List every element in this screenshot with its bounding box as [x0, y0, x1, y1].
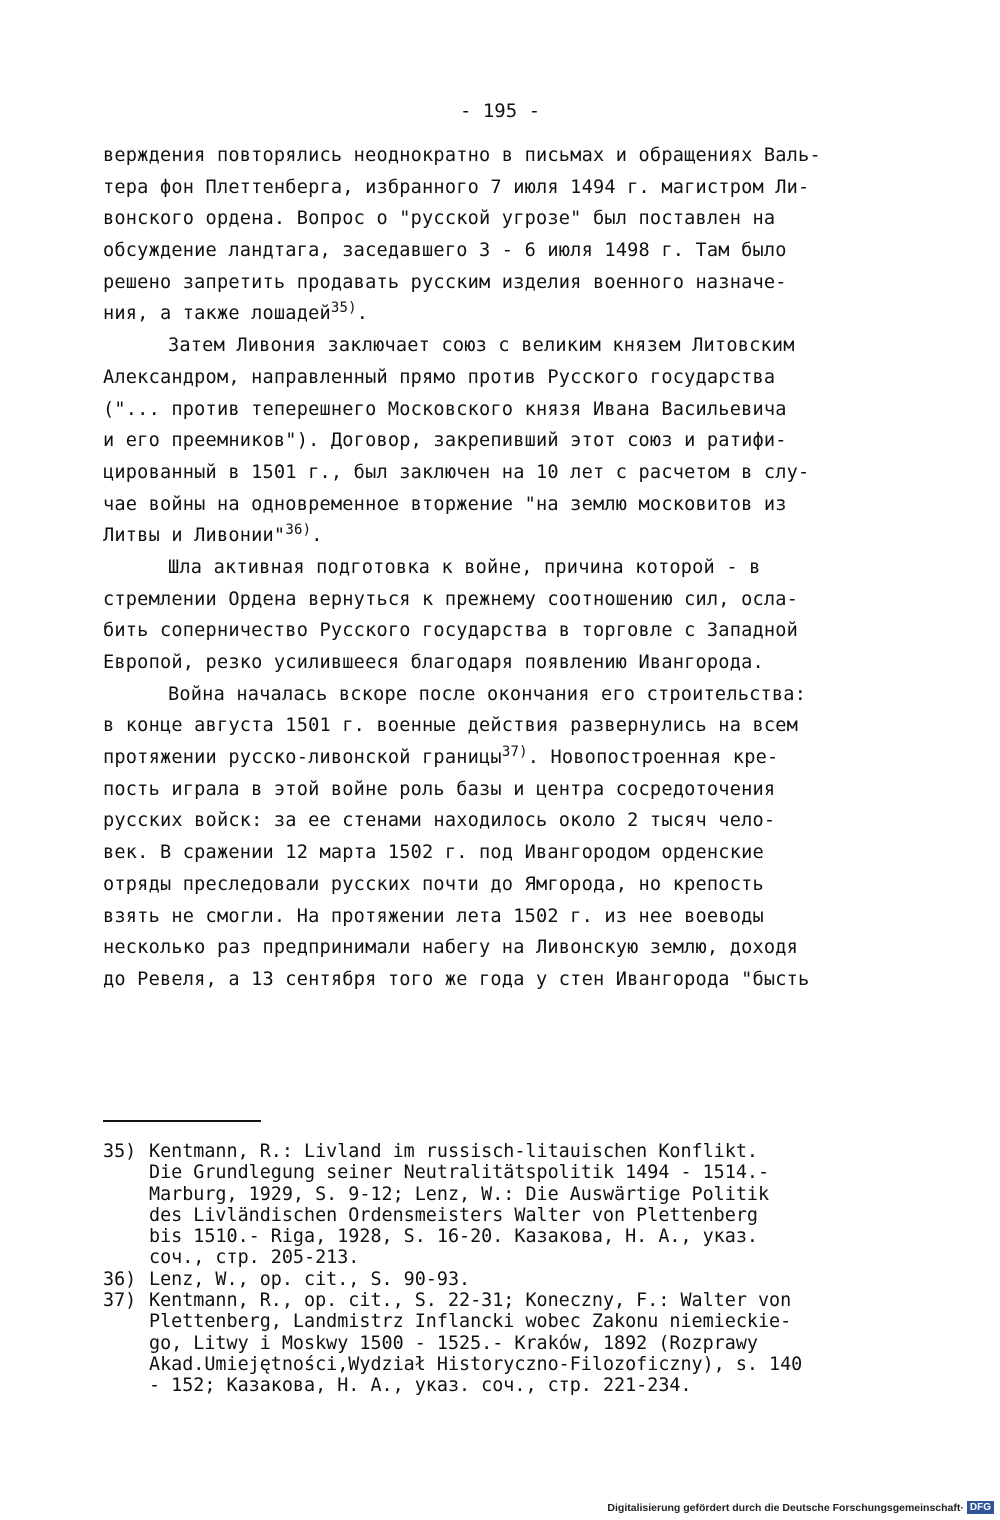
footnote-ref: 36) — [285, 522, 312, 539]
footnote — [103, 1141, 903, 1269]
footnote-number: 35) — [103, 1141, 137, 1162]
text-line — [103, 647, 903, 679]
line-text: ния, а также лошадей — [103, 303, 331, 325]
text-line — [103, 457, 903, 489]
footnote-line: Akad.Umiejętności,Wydział Historyczno-Filozoficzny), s. 140 — [149, 1353, 803, 1375]
text-line — [103, 425, 903, 457]
text-line — [103, 584, 903, 616]
footnote-line: Kentmann, R.: Livland im russisch-litauischen Konflikt. — [149, 1141, 758, 1162]
text-line — [103, 362, 903, 394]
text-line — [103, 330, 903, 362]
line-text: русских войск: за ее стенами находилось около 2 тысяч чело- — [103, 810, 776, 832]
text-line — [103, 964, 903, 996]
line-text: пость играла в этой войне роль базы и центра сосредоточения — [103, 778, 776, 800]
footnote-line: go, Litwy i Moskwy 1500 - 1525.- Kraków, 1892 (Rozprawy — [149, 1332, 758, 1354]
footnote-line: Plettenberg, Landmistrz Inflancki wobec Zakonu niemieckie- — [149, 1311, 792, 1333]
line-text: вонского ордена. Вопрос о "русской угрозе" был поставлен на — [103, 208, 776, 230]
text-line — [103, 679, 903, 711]
line-text: тера фон Плеттенберга, избранного 7 июля 1494 г. магистром Ли- — [103, 176, 810, 198]
line-text: решено запретить продавать русским изделия военного назначе- — [103, 271, 787, 293]
line-text: до Ревеля, а 13 сентября того же года у стен Ивангорода "бысть — [103, 968, 810, 990]
line-tail: . — [356, 303, 369, 325]
line-text: и его преемников"). Договор, закрепивший этот союз и ратифи- — [103, 430, 787, 452]
text-line — [103, 710, 903, 742]
line-text: бить соперничество Русского государства в торговле с Западной — [103, 620, 799, 642]
footnote-line: соч., стр. 205-213. — [149, 1247, 360, 1269]
text-line — [103, 901, 903, 933]
footnote-line: Marburg, 1929, S. 9-12; Lenz, W.: Die Auswärtige Politik — [149, 1183, 770, 1205]
line-text: Александром, направленный прямо против Русского государства — [103, 366, 776, 388]
digitization-credit: Digitalisierung gefördert durch die Deutsche Forschungsgemeinschaft · DFG — [607, 1501, 994, 1514]
line-text: Европой, резко усилившееся благодаря появлению Ивангорода. — [103, 652, 764, 673]
line-text: в конце августа 1501 г. военные действия развернулись на всем — [103, 715, 799, 737]
text-line — [103, 742, 903, 774]
text-line — [103, 805, 903, 837]
text-line — [103, 552, 903, 584]
text-line — [103, 615, 903, 647]
line-text: верждения повторялись неоднократно в письмах и обращениях Валь- — [103, 145, 821, 166]
line-text: отряды преследовали русских почти до Ямгорода, но крепость — [103, 873, 764, 895]
footnote — [103, 1290, 903, 1396]
text-line — [103, 774, 903, 806]
line-text: Литвы и Ливонии" — [103, 525, 286, 547]
line-text: протяжении русско-ливонской границы — [103, 747, 502, 769]
credit-text: Digitalisierung gefördert durch die Deutsche Forschungsgemeinschaft — [607, 1501, 961, 1514]
footnote-ref: 35) — [330, 300, 357, 317]
text-line — [103, 140, 903, 172]
line-text: обсуждение ландтага, заседавшего 3 - 6 июля 1498 г. Там было — [103, 240, 787, 262]
line-text: Шла активная подготовка к войне, причина которой - в — [168, 556, 761, 578]
dfg-logo: DFG — [967, 1501, 994, 1514]
line-tail: . — [311, 525, 323, 547]
footnotes — [103, 1141, 903, 1397]
line-text: ("... против теперешнего Московского князя Ивана Васильевича — [103, 398, 787, 420]
line-text: Затем Ливония заключает союз с великим князем Литовским — [168, 335, 795, 357]
footnote-body — [149, 1269, 903, 1290]
line-text: Война началась вскоре после окончания его строительства: — [168, 683, 807, 705]
line-text: чае войны на одновременное вторжение "на землю московитов из — [103, 493, 787, 515]
footnote-divider — [103, 1120, 261, 1122]
text-line — [103, 394, 903, 426]
line-text: несколько раз предпринимали набегу на Ливонскую землю, доходя — [103, 937, 799, 959]
text-line — [103, 298, 903, 330]
text-line — [103, 520, 903, 552]
text-line — [103, 489, 903, 521]
text-line — [103, 267, 903, 299]
footnote-body — [149, 1290, 903, 1396]
line-text: взять не смогли. На протяжении лета 1502 г. из нее воеводы — [103, 905, 764, 927]
footnote-line: Kentmann, R., op. cit., S. 22-31; Koneczny, F.: Walter von — [149, 1290, 792, 1312]
footnote-number: 37) — [103, 1290, 137, 1312]
footnote — [103, 1269, 903, 1290]
footnote-line: bis 1510.- Riga, 1928, S. 16-20. Казакова, Н. А., указ. — [149, 1226, 758, 1248]
footnote-ref: 37) — [501, 744, 528, 761]
footnote-line: Lenz, W., op. cit., S. 90-93. — [149, 1268, 471, 1290]
footnote-line: des Livländischen Ordensmeisters Walter von Plettenberg — [149, 1204, 758, 1226]
text-line — [103, 869, 903, 901]
line-text: стремлении Ордена вернуться к прежнему соотношению сил, осла- — [103, 588, 799, 610]
text-line — [103, 235, 903, 267]
body-text — [103, 140, 903, 996]
text-line — [103, 203, 903, 235]
line-text: век. В сражении 12 марта 1502 г. под Ивангородом орденские — [103, 842, 764, 864]
footnote-number: 36) — [103, 1268, 137, 1290]
footnote-line: - 152; Казакова, Н. А., указ. соч., стр. 221-234. — [149, 1375, 692, 1397]
text-line — [103, 932, 903, 964]
line-text: цированный в 1501 г., был заключен на 10 лет с расчетом в слу- — [103, 461, 810, 483]
line-tail: . Новопостроенная кре- — [527, 747, 779, 769]
page-number: - 195 - — [459, 100, 541, 122]
text-line — [103, 837, 903, 869]
text-line — [103, 172, 903, 204]
footnote-body — [149, 1141, 903, 1269]
footnote-line: Die Grundlegung seiner Neutralitätspolitik 1494 - 1514.- — [149, 1162, 770, 1184]
